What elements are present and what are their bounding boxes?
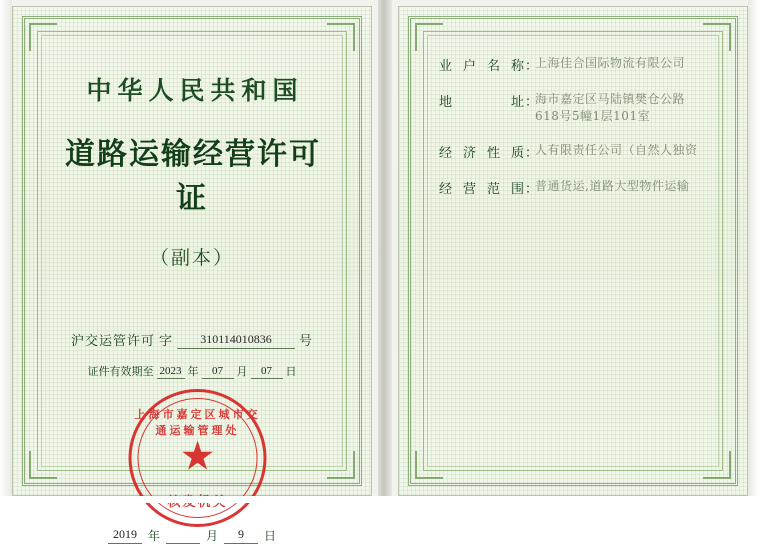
issue-day-unit: 日 [264, 529, 277, 543]
star-icon: ★ [179, 434, 216, 479]
issue-month-unit: 月 [205, 529, 218, 543]
field-label: 经营范围 [439, 182, 525, 197]
validity-label: 证件有效期至 [87, 366, 154, 378]
field-colon: ： [525, 145, 539, 160]
validity-year: 2023 [157, 365, 185, 379]
field-value [535, 91, 711, 125]
issue-day: 9 [224, 527, 258, 544]
left-paper-edge [0, 0, 12, 503]
issue-year: 2019 [108, 527, 142, 544]
seal-area [49, 383, 335, 533]
validity-month-unit: 月 [236, 366, 248, 378]
field-colon: ： [525, 94, 539, 109]
field-value-line2: 618号5幢1层101室 [535, 109, 651, 123]
left-page-background [12, 6, 372, 543]
seal-authority-text: 上海市嘉定区城市交通运输管理处 [134, 408, 261, 437]
certificate-main-title: 道路运输经营许可证 [65, 137, 321, 216]
page-fold-shadow [378, 0, 392, 503]
nation-title: 中华人民共和国 [86, 76, 304, 105]
field-business-name [439, 55, 711, 74]
permit-hao-label: 号 [299, 333, 314, 348]
permit-prefix-label: 沪交运管许可 [70, 333, 155, 348]
field-economic-nature [439, 142, 711, 161]
right-corner-ornament-top-right [703, 23, 731, 51]
field-value: 人有限责任公司（自然人独资 [535, 143, 698, 157]
validity-day: 07 [251, 365, 283, 379]
validity-year-unit: 年 [187, 366, 199, 378]
field-address [439, 91, 711, 125]
right-corner-ornament-top-left [415, 23, 443, 51]
field-label: 经济性质 [439, 146, 525, 161]
field-value: 普通货运,道路大型物件运输 [535, 179, 690, 193]
permit-zi-label: 字 [158, 333, 173, 348]
issue-year-unit: 年 [147, 529, 160, 543]
validity-row [49, 363, 335, 379]
right-paper-edge [748, 0, 759, 503]
validity-month: 07 [202, 365, 234, 379]
validity-day-unit: 日 [285, 366, 297, 378]
certificate-left-page [12, 6, 372, 543]
field-value-line1: 海市嘉定区马陆镇樊仓公路 [535, 92, 686, 106]
certificate-copy-label: （副本） [149, 247, 234, 269]
right-page-fields [439, 55, 711, 214]
scan-bottom-edge [0, 496, 759, 503]
right-corner-ornament-bottom-left [415, 451, 443, 479]
permit-number-row [49, 330, 335, 349]
right-page-background [398, 6, 748, 496]
left-page-content [49, 41, 335, 543]
field-label: 业户名称 [439, 59, 525, 74]
field-colon: ： [525, 58, 539, 73]
permit-number-value: 310114010836 [177, 332, 295, 349]
field-label: 地址 [439, 95, 525, 110]
right-corner-ornament-bottom-right [703, 451, 731, 479]
field-value: 上海佳合国际物流有限公司 [535, 56, 686, 70]
field-colon: ： [525, 181, 539, 196]
field-business-scope [439, 178, 711, 197]
official-seal-stamp [129, 389, 267, 527]
certificate-right-page [398, 6, 748, 496]
